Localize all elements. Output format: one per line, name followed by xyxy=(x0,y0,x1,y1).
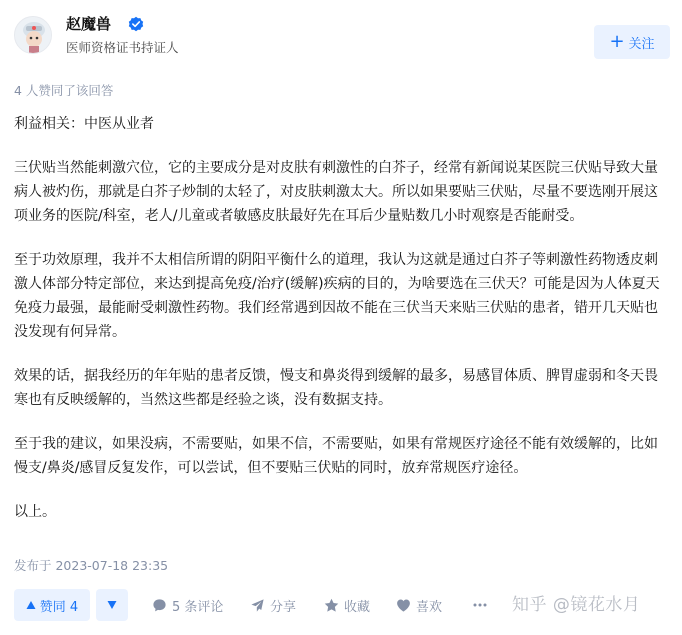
action-bar xyxy=(14,589,674,623)
vote-up-button[interactable] xyxy=(14,589,90,621)
triangle-down-icon xyxy=(107,600,117,610)
comments-label: 5 条评论 xyxy=(172,599,224,615)
author-info xyxy=(14,14,674,72)
author-headline: 医师资格证书持证人 xyxy=(66,40,179,55)
content-paragraph: 至于功效原理，我并不太相信所谓的阴阳平衡什么的道理，我认为这就是通过白芥子等刺激性药物透皮刺激人体部分特定部位，来达到提高免疫/治疗(缓解)疾病的目的，为啥要选在三伏天？可能是因为人体夏天免疫力最强，最能耐受刺激性药物。我们经常遇到因故不能在三伏当天来贴三伏贴的患者，错开几天贴也没发现有何异常。 xyxy=(14,252,660,340)
content-paragraph: 效果的话，据我经历的年年贴的患者反馈，慢支和鼻炎得到缓解的最多，易感冒体质、脾胃虚弱和冬天畏寒也有反映缓解的，当然这些都是经验之谈，没有数据支持。 xyxy=(14,368,658,408)
verified-badge-icon xyxy=(128,16,144,32)
like-button[interactable] xyxy=(396,589,442,621)
share-button[interactable] xyxy=(250,589,296,621)
author-name[interactable]: 赵魔兽 xyxy=(66,15,112,33)
more-icon xyxy=(472,597,488,613)
favorite-button[interactable] xyxy=(324,589,370,621)
content-paragraph: 利益相关：中医从业者 xyxy=(14,116,154,132)
plus-icon: + xyxy=(609,31,625,52)
upvote-count-note[interactable]: 4 人赞同了该回答 xyxy=(14,83,114,98)
share-label: 分享 xyxy=(270,599,297,615)
share-icon xyxy=(250,598,265,613)
follow-button-label: 关注 xyxy=(628,36,655,52)
vote-up-label: 赞同 4 xyxy=(39,599,79,615)
favorite-label: 收藏 xyxy=(344,599,371,615)
comments-button[interactable] xyxy=(152,589,223,621)
star-icon xyxy=(324,598,339,613)
like-label: 喜欢 xyxy=(416,599,443,615)
answer-content xyxy=(14,112,670,544)
comment-icon xyxy=(152,598,167,613)
content-paragraph: 至于我的建议，如果没病，不需要贴，如果不信，不需要贴，如果有常规医疗途径不能有效缓解的，比如慢支/鼻炎/感冒反复发作，可以尝试，但不要贴三伏贴的同时，放弃常规医疗途径。 xyxy=(14,436,658,476)
triangle-up-icon xyxy=(26,600,36,610)
content-paragraph: 以上。 xyxy=(14,504,56,520)
content-paragraph: 三伏贴当然能刺激穴位，它的主要成分是对皮肤有刺激性的白芥子，经常有新闻说某医院三伏贴导致大量病人被灼伤，那就是白芥子炒制的太轻了，对皮肤刺激太大。所以如果要贴三伏贴，尽量不要选刚开展这项业务的医院/科室，老人/儿童或者敏感皮肤最好先在耳后少量贴数几小时观察是否能耐受。 xyxy=(14,160,658,224)
follow-button[interactable] xyxy=(594,25,670,59)
avatar[interactable] xyxy=(14,16,52,54)
vote-down-button[interactable] xyxy=(96,589,128,621)
heart-icon xyxy=(396,598,411,613)
watermark: 知乎 @镜花水月 xyxy=(512,595,641,615)
more-button[interactable] xyxy=(472,589,488,621)
publish-time[interactable]: 发布于 2023-07-18 23:35 xyxy=(14,558,169,573)
